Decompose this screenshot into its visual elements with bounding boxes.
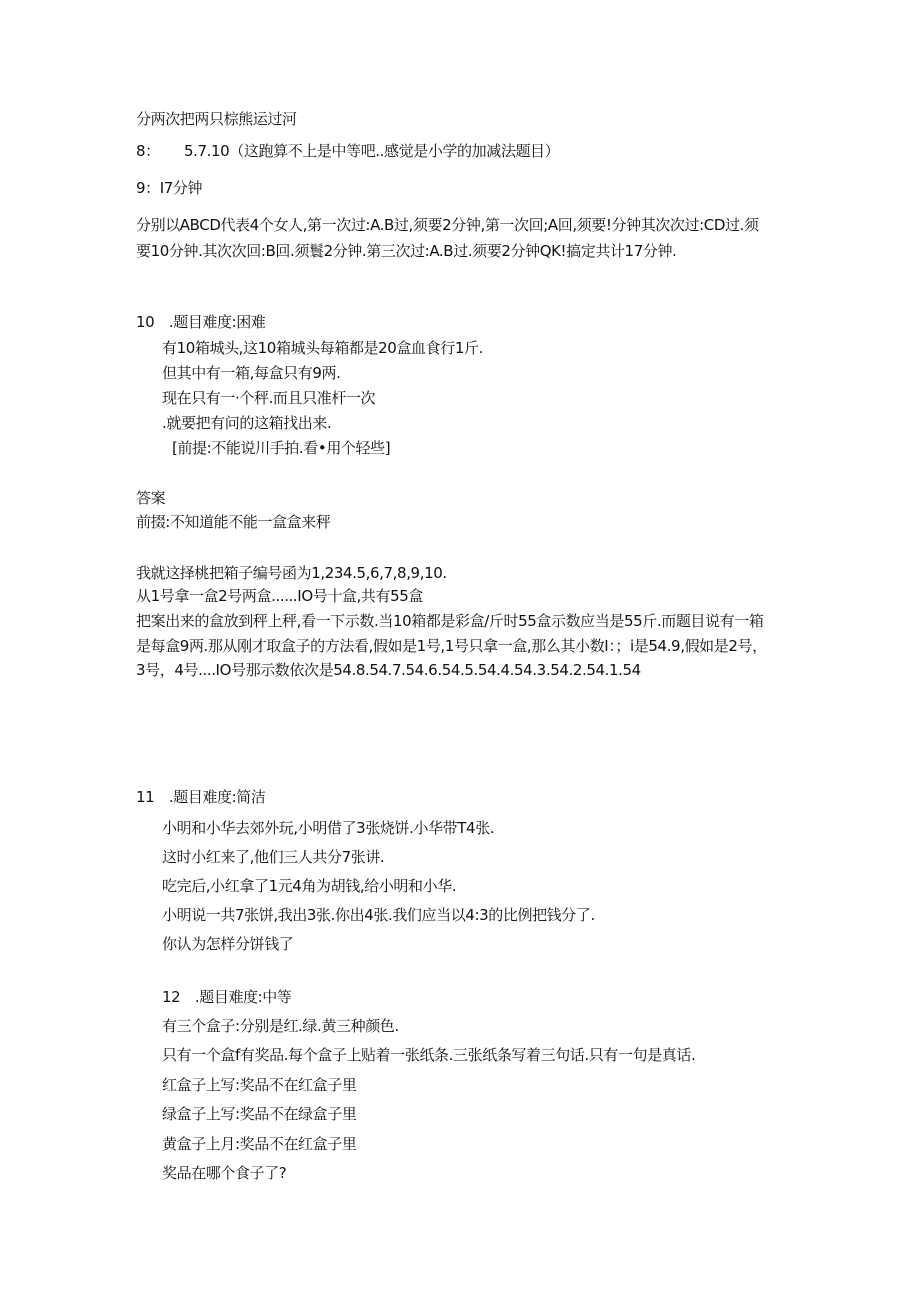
text-line: 分别以ABCD代表4个女人,第一次过:A.B过,须要2分钟,第一次回;A回,须要!分钟其次次过:CD过.须 [136,216,759,234]
text-line: 要10分钟.其次次回:B回.须鬟2分钟.第三次过:A.B过.须要2分钟QK!搞定共计17分钟. [136,242,677,260]
text-line: 但其中有一箱,每盒只有9两. [162,364,341,382]
text-line: 奖品在哪个食子了? [162,1164,287,1182]
text-line: 现在只有一·个秤.而且只准杆一次 [162,389,376,407]
text-line: 从1号拿一盒2号两盒......IO号十盒,共有55盒 [136,587,423,605]
text-line: 你认为怎样分饼钱了 [162,935,294,953]
answer-heading: 答案 [136,489,166,507]
text-line: 前掇:不知道能不能一盒盒来秤 [136,513,331,531]
text-line: 吃完后,小红拿了1元4角为胡钱,给小明和小华. [162,877,457,895]
text-line: 这时小红来了,他们三人共分7张讲. [162,848,385,866]
text-line: 有三个盒子:分别是红.绿.黄三种颜色. [162,1017,399,1035]
question-title: 11 .题目难度:简洁 [136,788,266,806]
text-line: 小明说一共7张饼,我出3张.你出4张.我们应当以4:3的比例把钱分了. [162,906,595,924]
text-line: 9：I7分钟 [136,179,203,197]
text-line: 5.7.10（这跑算不上是中等吧..感觉是小学的加减法题目） [184,142,560,160]
text-line: 只有一个盒f有奖品.每个盒子上贴着一张纸条.三张纸条写着三句话.只有一句是真话. [162,1046,696,1064]
text-line: 小明和小华去郊外玩,小明借了3张烧饼.小华带T4张. [162,819,495,837]
text-line: 是每盒9两.那从刚才取盒子的方法看,假如是1号,1号只拿一盒,那么其小数I：；i是54.9,假如是2号， [136,637,767,655]
question-number: 8： [136,142,160,160]
text-line: 分两次把两只棕熊运过河 [136,110,297,128]
text-line: 我就这择桃把箱子编号函为1,234.5,6,7,8,9,10. [136,564,447,582]
text-line: 红盒子上写:奖品不在红盒子里 [162,1076,357,1094]
text-line: 黄盒子上月:奖品不在红盒子里 [162,1135,357,1153]
question-title: 12 .题目难度:中等 [162,988,292,1006]
question-title: 10 .题目难度:困难 [136,313,266,331]
text-line: 3号，4号....IO号那示数依次是54.8.54.7.54.6.54.5.54.4.54.3.54.2.54.1.54 [136,661,641,679]
text-line: .就要把有问的这箱找出来. [162,414,332,432]
text-line: 把案出来的盒放到秤上秤,看一下示数.当10箱都是彩盒/斤时55盒示数应当是55斤.而题目说有一箱 [136,612,764,630]
text-line: [前提:不能说川手拍.看•用个轻些] [172,439,391,457]
text-line: 有10箱城头,这10箱城头每箱都是20盒血食行1斤. [162,339,483,357]
text-line: 绿盒子上写:奖品不在绿盒子里 [162,1105,357,1123]
